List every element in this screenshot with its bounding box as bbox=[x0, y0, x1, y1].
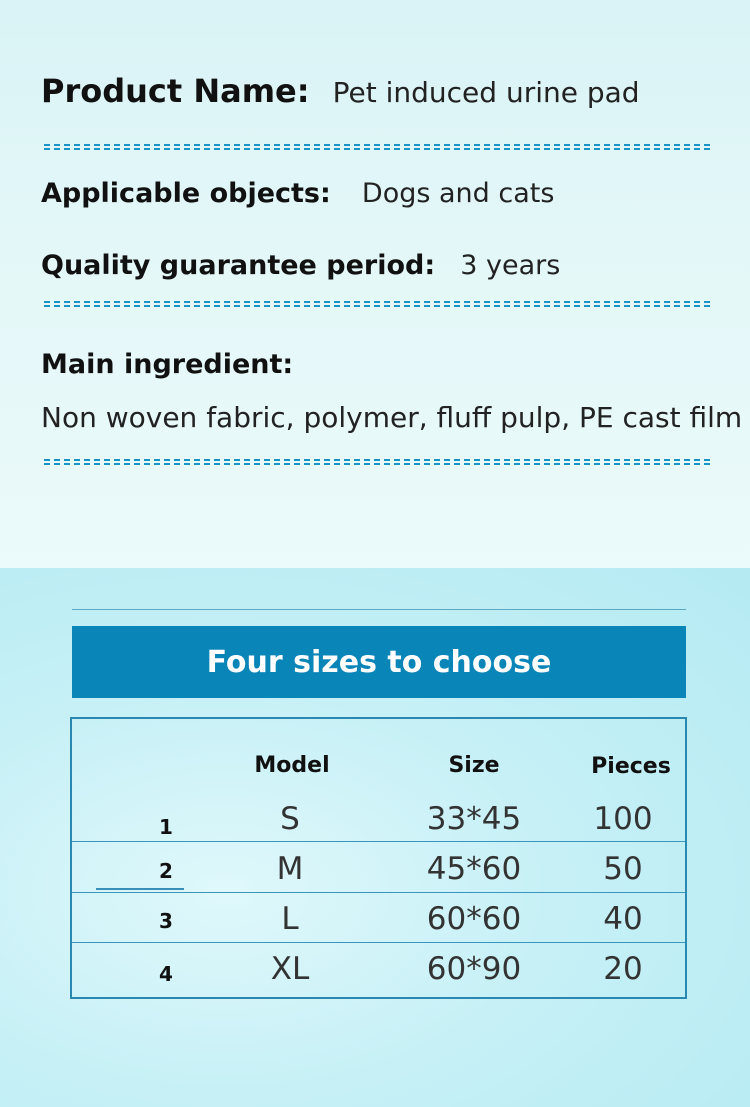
main-ingredient-label: Main ingredient: bbox=[41, 349, 294, 380]
applicable-objects-value: Dogs and cats bbox=[361, 178, 555, 209]
row-size: 45*60 bbox=[426, 851, 522, 887]
row-pieces: 40 bbox=[603, 901, 643, 937]
quality-guarantee-label: Quality guarantee period: bbox=[41, 250, 436, 281]
row-divider bbox=[72, 942, 685, 943]
sizes-table bbox=[70, 717, 687, 999]
row-size: 60*90 bbox=[426, 951, 522, 987]
row-model: L bbox=[281, 901, 299, 937]
row-index: 2 bbox=[159, 859, 173, 883]
row-size: 60*60 bbox=[426, 901, 522, 937]
decorative-underline bbox=[96, 888, 184, 890]
separator-3 bbox=[44, 459, 710, 465]
product-name-value: Pet induced urine pad bbox=[332, 76, 640, 109]
row-pieces: 50 bbox=[603, 851, 643, 887]
row-model: XL bbox=[270, 951, 310, 987]
row-divider bbox=[72, 841, 685, 842]
product-name-label: Product Name: bbox=[41, 72, 310, 110]
separator-2 bbox=[44, 301, 710, 307]
row-divider bbox=[72, 892, 685, 893]
main-ingredient-value: Non woven fabric, polymer, fluff pulp, PE cast film bbox=[41, 401, 743, 434]
sizes-banner-title: Four sizes to choose bbox=[206, 644, 552, 680]
quality-guarantee-value: 3 years bbox=[460, 250, 561, 281]
main-ingredient-row bbox=[41, 349, 293, 380]
row-model: S bbox=[280, 801, 300, 837]
separator-1 bbox=[44, 144, 710, 150]
quality-guarantee-row bbox=[41, 250, 560, 281]
product-name-row bbox=[41, 72, 640, 110]
header-model: Model bbox=[254, 753, 330, 778]
row-index: 1 bbox=[159, 815, 173, 839]
header-size: Size bbox=[448, 753, 500, 778]
header-pieces: Pieces bbox=[591, 754, 671, 779]
applicable-objects-label: Applicable objects: bbox=[41, 178, 331, 209]
row-size: 33*45 bbox=[426, 801, 522, 837]
row-index: 3 bbox=[159, 909, 173, 933]
row-index: 4 bbox=[159, 962, 173, 986]
sizes-banner bbox=[72, 626, 686, 698]
row-pieces: 20 bbox=[603, 951, 643, 987]
applicable-objects-row bbox=[41, 178, 554, 209]
row-pieces: 100 bbox=[593, 801, 653, 837]
row-model: M bbox=[276, 851, 304, 887]
section-divider bbox=[72, 609, 686, 610]
